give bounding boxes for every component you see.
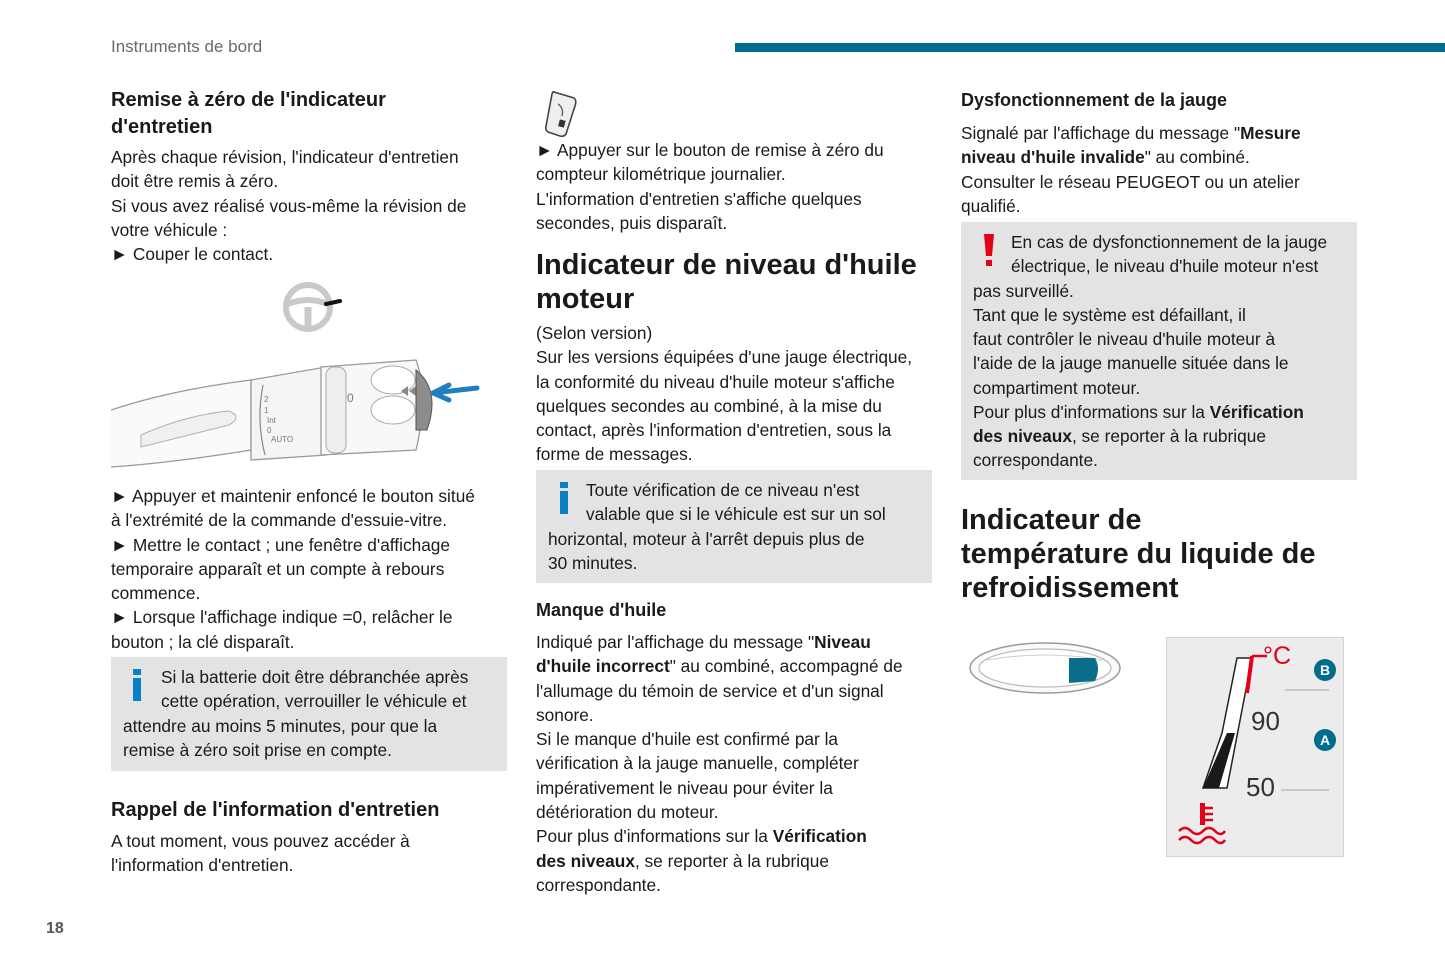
text-line: doit être remis à zéro. [111, 171, 279, 192]
section-title-line: Remise à zéro de l'indicateur [111, 89, 386, 111]
page-number: 18 [46, 920, 64, 937]
text-line: Toute vérification de ce niveau n'est [586, 480, 860, 500]
remise-steps [111, 484, 511, 654]
text-line: compteur kilométrique journalier. [536, 164, 786, 185]
coolant-temperature-icon [1179, 803, 1225, 843]
text-line: contact, après l'information d'entretien, sous la [536, 420, 892, 441]
rappel-text [111, 829, 511, 878]
text-line: électrique, le niveau d'huile moteur n'est [1011, 256, 1319, 276]
section-niveau-huile [536, 248, 936, 316]
text-line: correspondante. [536, 874, 661, 895]
text-line: niveau d'huile invalide" au combiné. [961, 147, 1250, 168]
section-title-line: refroidissement [961, 572, 1179, 604]
section-dysfonctionnement [961, 88, 1361, 112]
text-line: qualifié. [961, 195, 1021, 216]
text-line: compartiment moteur. [973, 378, 1141, 398]
gauge-mark-50: 50 [1246, 772, 1275, 802]
text-line: En cas de dysfonctionnement de la jauge [1011, 232, 1328, 252]
text-line: temporaire apparaît et un compte à rebours [111, 558, 445, 579]
text-line: valable que si le véhicule est sur un sol [586, 504, 886, 524]
warning-box-jauge [961, 222, 1357, 480]
text-line: quelques secondes au combiné, à la mise du [536, 395, 882, 416]
reset-button-text [536, 138, 936, 235]
text-line: Si la batterie doit être débranchée après [161, 667, 469, 687]
text-line: horizontal, moteur à l'arrêt depuis plus de [548, 529, 865, 549]
reset-button-icon [544, 90, 578, 138]
remise-intro [111, 145, 511, 266]
text-line: Pour plus d'informations sur la Vérification [536, 826, 867, 847]
section-manque-huile [536, 598, 936, 622]
section-title: Dysfonctionnement de la jauge [961, 90, 1228, 110]
text-line: bouton ; la clé disparaît. [111, 631, 295, 652]
section-rappel [111, 797, 511, 824]
section-title-line: température du liquide de [961, 538, 1316, 570]
coolant-gauge-illustration [1166, 637, 1344, 857]
text-line: 30 minutes. [548, 553, 638, 573]
text-line: votre véhicule : [111, 219, 228, 240]
section-title: Manque d'huile [536, 600, 667, 620]
text-line: des niveaux, se reporter à la rubrique [536, 850, 829, 871]
text-line: Signalé par l'affichage du message "Mesure [961, 123, 1301, 143]
section-title-line: moteur [536, 283, 635, 315]
section-title: Rappel de l'information d'entretien [111, 799, 440, 821]
text-line: secondes, puis disparaît. [536, 212, 728, 233]
section-title-line: d'entretien [111, 116, 213, 138]
stalk-label: 1 [264, 406, 269, 415]
text-line: l'aide de la jauge manuelle située dans le [973, 353, 1289, 373]
text-line: vérification à la jauge manuelle, compléter [536, 753, 859, 774]
text-line: d'huile incorrect" au combiné, accompagné de [536, 656, 903, 677]
stalk-label: Int [267, 416, 276, 425]
text-line: la conformité du niveau d'huile moteur s'affiche [536, 371, 895, 392]
text-line: attendre au moins 5 minutes, pour que la [123, 716, 438, 736]
text-line: cette opération, verrouiller le véhicule et [161, 691, 467, 711]
text-line: ► Couper le contact. [111, 244, 274, 265]
section-temperature [961, 503, 1381, 605]
niveau-huile-text [536, 321, 936, 467]
text-line: (Selon version) [536, 323, 653, 343]
text-line: forme de messages. [536, 444, 693, 465]
text-line: à l'extrémité de la commande d'essuie-vitre. [111, 510, 448, 531]
text-line: Consulter le réseau PEUGEOT ou un atelier [961, 171, 1300, 192]
text-line: remise à zéro soit prise en compte. [123, 740, 392, 760]
text-line: Après chaque révision, l'indicateur d'entretien [111, 147, 459, 167]
warning-icon [983, 234, 995, 268]
text-line: correspondante. [973, 450, 1098, 470]
info-box-battery [111, 657, 507, 771]
text-line: Indiqué par l'affichage du message "Niveau [536, 632, 871, 652]
text-line: l'information d'entretien. [111, 855, 294, 876]
section-title-line: Indicateur de [961, 504, 1142, 536]
text-line: Pour plus d'informations sur la Vérification [973, 402, 1304, 422]
gauge-unit: °C [1263, 642, 1292, 670]
text-line: Si vous avez réalisé vous-même la révision de [111, 195, 467, 216]
callout-a-badge: A [1314, 729, 1336, 751]
text-line: pas surveillé. [973, 281, 1074, 301]
text-line: commence. [111, 583, 201, 604]
instrument-cluster-illustration [967, 638, 1127, 698]
stalk-label: 0 [347, 391, 354, 405]
text-line: l'allumage du témoin de service et d'un signal [536, 680, 884, 701]
text-line: impérativement le niveau pour éviter la [536, 777, 833, 798]
section-remise-zero [111, 87, 511, 141]
text-line: Si le manque d'huile est confirmé par la [536, 729, 839, 750]
text-line: Sur les versions équipées d'une jauge électrique, [536, 347, 913, 368]
manque-huile-text [536, 630, 936, 897]
text-line: ► Mettre le contact ; une fenêtre d'affichage [111, 534, 451, 555]
text-line: faut contrôler le niveau d'huile moteur à [973, 329, 1276, 349]
text-line: L'information d'entretien s'affiche quelques [536, 188, 862, 209]
page-header: Instruments de bord [111, 37, 263, 56]
info-icon [558, 482, 570, 514]
text-line: sonore. [536, 704, 594, 725]
text-line: A tout moment, vous pouvez accéder à [111, 831, 410, 851]
dysfonctionnement-text [961, 121, 1361, 218]
text-line: Tant que le système est défaillant, il [973, 305, 1246, 325]
header-accent-bar [735, 43, 1445, 52]
section-title-line: Indicateur de niveau d'huile [536, 249, 917, 281]
callout-b-badge: B [1314, 659, 1336, 681]
info-icon [131, 669, 143, 701]
info-box-verification [536, 470, 932, 583]
stalk-label: AUTO [271, 435, 294, 444]
text-line: ► Appuyer et maintenir enfoncé le bouton situé [111, 486, 475, 506]
text-line: ► Lorsque l'affichage indique =0, relâcher le [111, 607, 453, 628]
wiper-stalk-illustration [111, 355, 486, 475]
text-line: ► Appuyer sur le bouton de remise à zéro du [536, 140, 884, 160]
text-line: détérioration du moteur. [536, 802, 719, 823]
text-line: des niveaux, se reporter à la rubrique [973, 426, 1266, 446]
gauge-mark-90: 90 [1251, 706, 1280, 736]
stalk-label: 2 [264, 395, 269, 404]
stalk-label: 0 [267, 426, 272, 435]
steering-wheel-icon [280, 280, 345, 335]
